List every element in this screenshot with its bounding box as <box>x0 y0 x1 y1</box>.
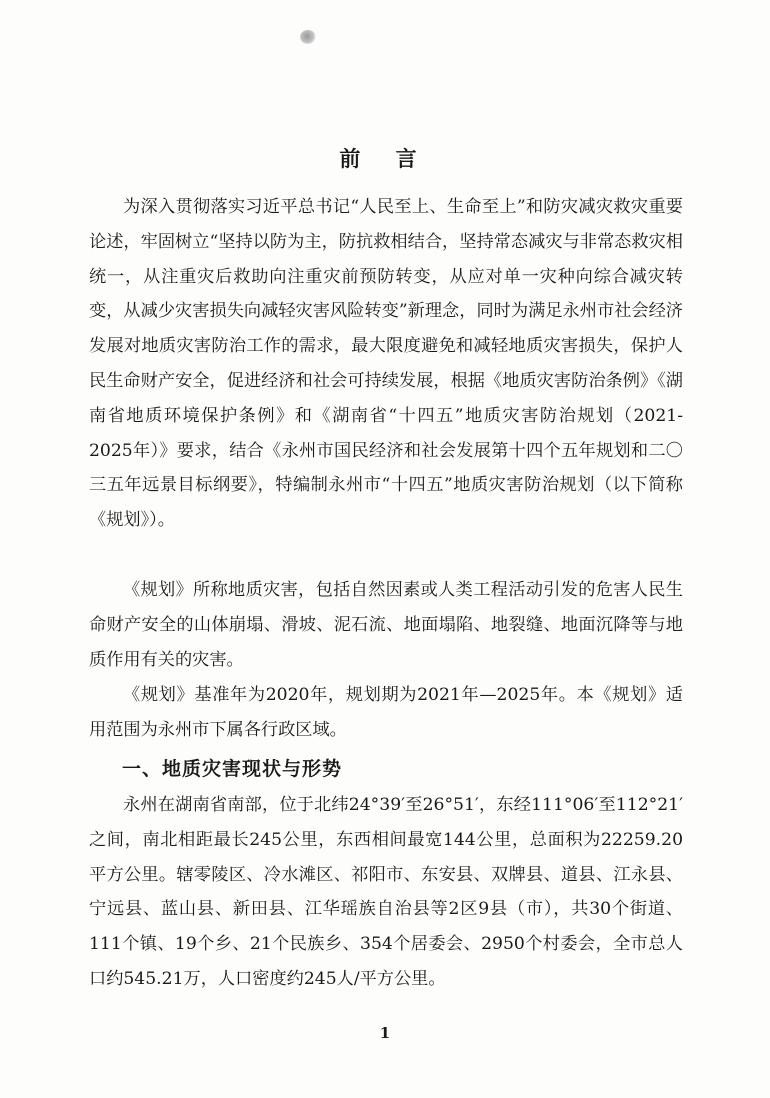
preface-paragraph-2: 《规划》所称地质灾害，包括自然因素或人类工程活动引发的危害人民生命财产安全的山体崩塌、滑坡、泥石流、地面塌陷、地裂缝、地面沉降等与地质作用有关的灾害。 <box>89 580 683 670</box>
page-title: 前 言 <box>339 147 431 171</box>
preface-paragraph-1: 为深入贯彻落实习近平总书记“人民至上、生命至上”和防灾减灾救灾重要论述，牢固树立“坚持以防为主，防抗救相结合，坚持常态减灾与非常态救灾相统一，从注重灾后救助向注重灾前预防转变，从应对单一灾种向综合减灾转变，从减少灾害损失向减轻灾害风险转变”新理念，同时为满足永州市社会经济发展对地质灾害防治工作的需求，最大限度避免和减轻地质灾害损失，保护人民生命财产安全，促进经济和社会可持续发展，根据《地质灾害防治条例》《湖南省地质环境保护条例》和《湖南省“十四五”地质灾害防治规划（2021- 2025年）》要求，结合《永州市国民经济和社会发展第十四个五年规划和二〇三五年远景目标纲要》，特编制永州市“十四五”地质灾害防治规划（以下简称《规划》）。 <box>89 197 683 531</box>
section-paragraph: 永州在湖南省南部，位于北纬24°39′至26°51′，东经111°06′至112°21′之间，南北相距最长245公里，东西相间最宽144公里，总面积为22259.20平方公里。辖零陵区、冷水滩区、祁阳市、东安县、双牌县、道县、江永县、宁远县、蓝山县、新田县、江华瑶族自治县等2区9县（市），共30个街道、111个镇、19个乡、21个民族乡、354个居委会、2950个村委会，全市总人口约545.21万，人口密度约245人/平方公里。 <box>89 795 683 989</box>
scan-speck-mark <box>300 30 316 44</box>
page-number: 1 <box>379 1024 391 1042</box>
section-heading: 一、地质灾害现状与形势 <box>122 758 343 780</box>
preface-paragraph-3: 《规划》基准年为2020年，规划期为2021年—2025年。本《规划》适用范围为永州市下属各行政区域。 <box>89 685 683 740</box>
